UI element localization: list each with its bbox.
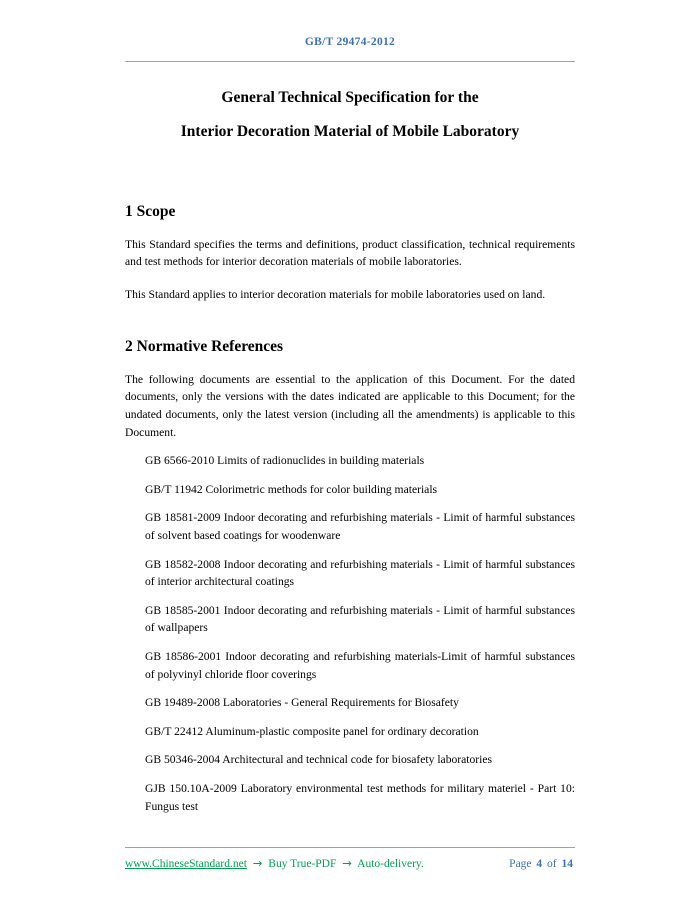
document-title <box>125 88 575 143</box>
footer-promo <box>125 856 424 870</box>
footer-row <box>125 856 575 870</box>
section-heading-scope: 1 Scope <box>125 202 176 220</box>
page-footer <box>125 847 575 870</box>
scope-paragraph: This Standard applies to interior decoration materials for mobile laboratories used on land. <box>125 288 546 302</box>
reference-item: GB/T 22412 Aluminum-plastic composite panel for ordinary decoration <box>145 724 479 738</box>
website-link[interactable]: www.ChineseStandard.net <box>125 858 247 870</box>
section-heading-normative-references: 2 Normative References <box>125 337 284 355</box>
arrow-icon: → <box>252 856 263 870</box>
reference-item: GB 6566-2010 Limits of radionuclides in building materials <box>145 454 425 468</box>
reference-item: GJB 150.10A-2009 Laboratory environmental test methods for military materiel - Part 10: Fungus test <box>145 782 575 813</box>
header-rule <box>125 61 575 62</box>
document-title-line2: Interior Decoration Material of Mobile Laboratory <box>180 122 520 140</box>
reference-item: GB 18581-2009 Indoor decorating and refurbishing materials - Limit of harmful substances of solvent based coatings for woodenware <box>145 511 575 542</box>
auto-delivery-label: Auto-delivery. <box>357 858 424 870</box>
reference-item: GB 19489-2008 Laboratories - General Requirements for Biosafety <box>145 696 459 710</box>
buy-true-pdf-label: Buy True-PDF <box>268 858 337 870</box>
page-current: 4 <box>536 858 543 870</box>
reference-item: GB 18585-2001 Indoor decorating and refurbishing materials - Limit of harmful substances of wallpapers <box>145 603 575 635</box>
of-label: of <box>547 858 557 870</box>
reference-list <box>125 452 575 815</box>
reference-item: GB 50346-2004 Architectural and technical code for biosafety laboratories <box>145 753 493 767</box>
doc-number: GB/T 29474-2012 <box>304 36 396 48</box>
page-label: Page <box>509 858 532 870</box>
page-total: 14 <box>561 858 573 870</box>
arrow-icon: → <box>342 856 352 870</box>
reference-item: GB 18582-2008 Indoor decorating and refurbishing materials - Limit of harmful substances of interior architectural coatings <box>145 557 575 589</box>
reference-item: GB 18586-2001 Indoor decorating and refurbishing materials-Limit of harmful substances of polyvinyl chloride floor coverings <box>145 649 575 681</box>
page-indicator <box>509 858 575 870</box>
normative-intro-paragraph: The following documents are essential to the application of this Document. For the dated documents, only the versions with the dates indicated are applicable to this Document; for the undated documents, only the latest version (including all the amendments) is applicable to this Document. <box>125 372 575 439</box>
footer-rule <box>125 847 575 848</box>
document-title-line1: General Technical Specification for the <box>221 89 479 106</box>
scope-paragraph: This Standard specifies the terms and definitions, product classification, technical requirements and test methods for interior decoration materials of mobile laboratories. <box>125 237 575 269</box>
reference-item: GB/T 11942 Colorimetric methods for color building materials <box>145 482 438 496</box>
